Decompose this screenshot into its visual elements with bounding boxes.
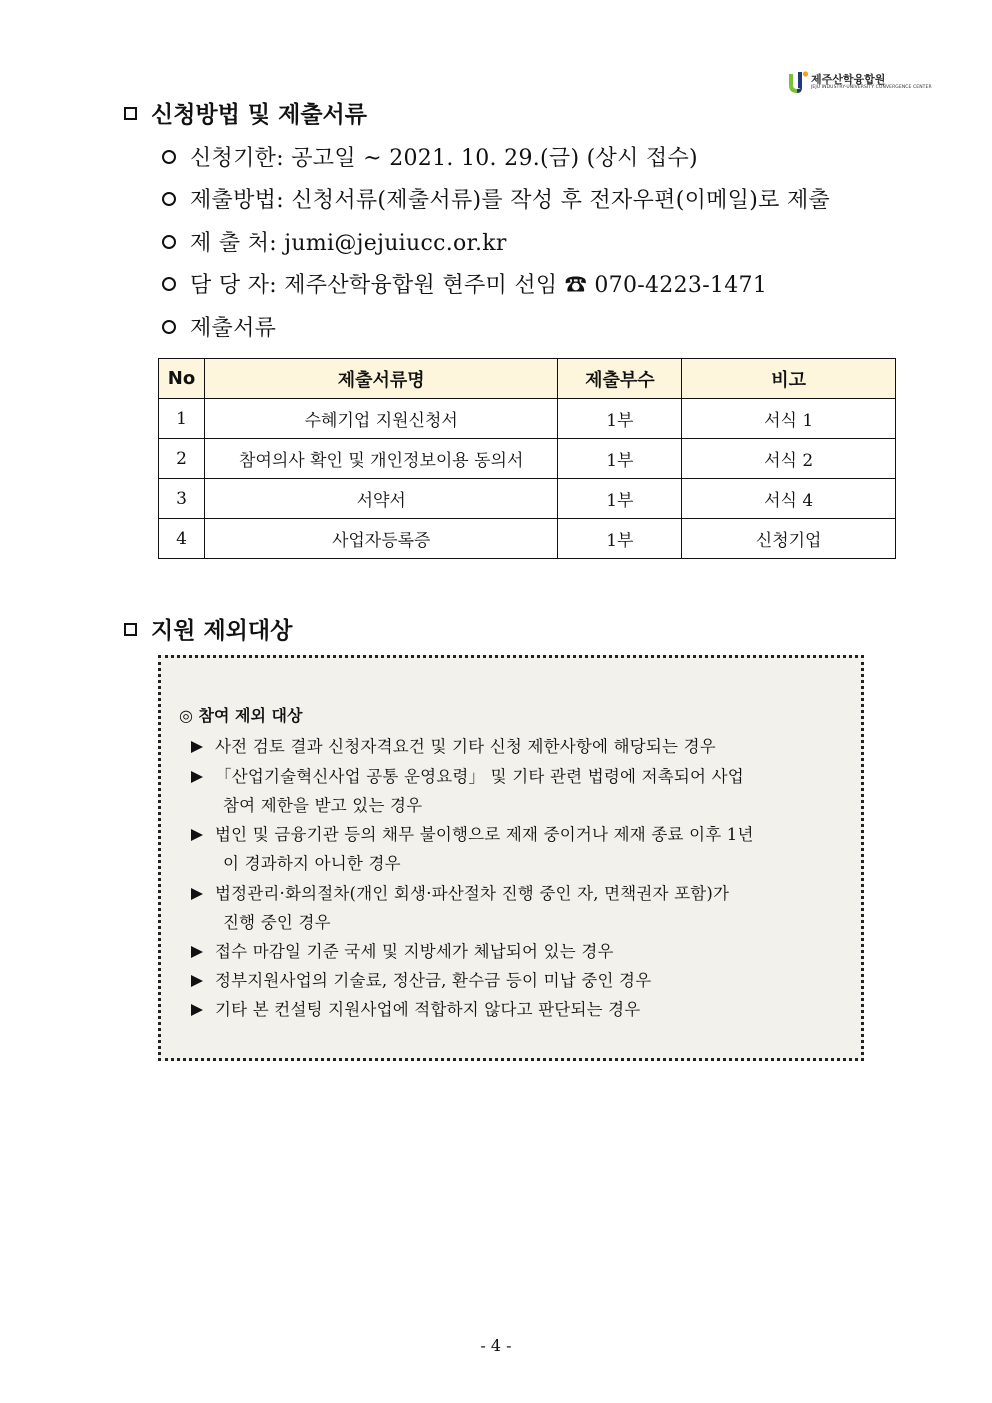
item-deadline: 신청기한: 공고일 ~ 2021. 10. 29.(금) (상시 접수)	[162, 141, 698, 172]
exclusion-item-continuation: 진행 중인 경우	[223, 913, 331, 932]
exclusion-item-continuation: 이 경과하지 아니한 경우	[223, 854, 401, 873]
exclusion-item: 「산업기술혁신사업 공통 운영요령」 및 기타 관련 법령에 저촉되어 사업	[191, 763, 744, 787]
cell-copies: 1부	[558, 399, 682, 439]
circle-bullet-icon	[162, 277, 176, 291]
triangle-bullet-icon	[191, 771, 203, 783]
exclusion-item: 법정관리·화의절차(개인 회생·파산절차 진행 중인 자, 면책권자 포함)가	[191, 880, 729, 904]
section-title-application: 신청방법 및 제출서류	[124, 96, 367, 129]
exclusion-item: 사전 검토 결과 신청자격요건 및 기타 신청 제한사항에 해당되는 경우	[191, 733, 716, 757]
exclusion-box	[158, 655, 864, 1061]
exclusion-item: 접수 마감일 기준 국세 및 지방세가 체납되어 있는 경우	[191, 938, 614, 962]
header-remarks: 비고	[682, 359, 896, 399]
item-contact: 담 당 자: 제주산학융합원 현주미 선임 ☎ 070-4223-1471	[162, 268, 767, 299]
exclusion-heading: ◎ 참여 제외 대상	[179, 706, 303, 725]
cell-copies: 1부	[558, 479, 682, 519]
documents-table	[158, 358, 896, 559]
header-no: No	[159, 359, 205, 399]
table-row	[159, 439, 896, 479]
cell-no: 2	[159, 439, 205, 479]
cell-remarks: 신청기업	[682, 519, 896, 559]
cell-no: 4	[159, 519, 205, 559]
table-row	[159, 519, 896, 559]
checkbox-square-icon	[124, 107, 137, 120]
table-header-row	[159, 359, 896, 399]
exclusion-item: 기타 본 컨설팅 지원사업에 적합하지 않다고 판단되는 경우	[191, 996, 640, 1020]
triangle-bullet-icon	[191, 888, 203, 900]
cell-no: 3	[159, 479, 205, 519]
cell-doc-name: 사업자등록증	[204, 519, 557, 559]
item-method: 제출방법: 신청서류(제출서류)를 작성 후 전자우편(이메일)로 제출	[162, 183, 830, 214]
exclusion-item: 법인 및 금융기관 등의 채무 불이행으로 제재 중이거나 제재 종료 이후 1년	[191, 821, 754, 845]
item-destination: 제 출 처: jumi@jejuiucc.or.kr	[162, 226, 507, 257]
circle-bullet-icon	[162, 150, 176, 164]
logo-icon	[787, 70, 809, 94]
triangle-bullet-icon	[191, 1004, 203, 1016]
exclusion-item-continuation: 참여 제한을 받고 있는 경우	[223, 796, 423, 815]
cell-doc-name: 참여의사 확인 및 개인정보이용 동의서	[204, 439, 557, 479]
circle-bullet-icon	[162, 320, 176, 334]
logo-subtitle: JEJU INDUSTRY-UNIVERSITY CONVERGENCE CENTER	[811, 85, 932, 90]
triangle-bullet-icon	[191, 829, 203, 841]
circle-bullet-icon	[162, 235, 176, 249]
triangle-bullet-icon	[191, 946, 203, 958]
exclusion-item: 정부지원사업의 기술료, 정산금, 환수금 등이 미납 중인 경우	[191, 967, 651, 991]
triangle-bullet-icon	[191, 975, 203, 987]
logo-name: 제주산학융합원	[811, 73, 886, 86]
jeju-iucc-logo	[787, 70, 932, 96]
cell-remarks: 서식 4	[682, 479, 896, 519]
phone-icon: ☎	[564, 273, 588, 298]
circle-bullet-icon	[162, 192, 176, 206]
cell-no: 1	[159, 399, 205, 439]
cell-doc-name: 수혜기업 지원신청서	[204, 399, 557, 439]
cell-copies: 1부	[558, 519, 682, 559]
header-copies: 제출부수	[558, 359, 682, 399]
triangle-bullet-icon	[191, 741, 203, 753]
table-row	[159, 399, 896, 439]
cell-remarks: 서식 2	[682, 439, 896, 479]
table-row	[159, 479, 896, 519]
phone-number: 070-4223-1471	[594, 273, 768, 298]
section-title-exclusions: 지원 제외대상	[124, 612, 292, 645]
item-documents: 제출서류	[162, 311, 276, 342]
page-number: - 4 -	[480, 1336, 512, 1355]
cell-doc-name: 서약서	[204, 479, 557, 519]
header-doc-name: 제출서류명	[204, 359, 557, 399]
cell-remarks: 서식 1	[682, 399, 896, 439]
checkbox-square-icon	[124, 623, 137, 636]
cell-copies: 1부	[558, 439, 682, 479]
